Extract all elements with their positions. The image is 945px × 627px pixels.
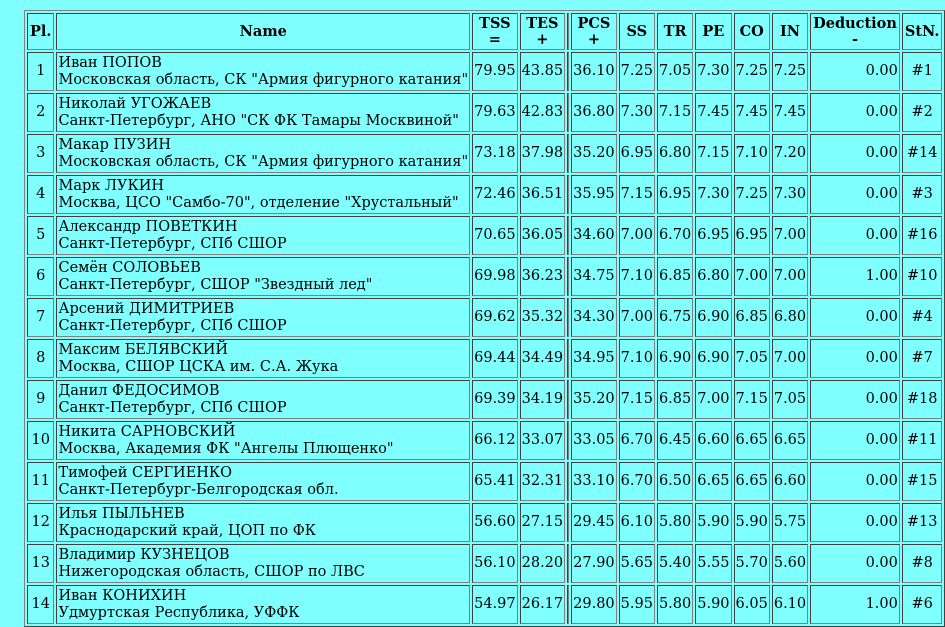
cell-tr: 6.85 [657, 380, 693, 419]
skater-name: Иван ПОПОВ [58, 54, 162, 71]
table-body [27, 52, 942, 624]
table-row [27, 462, 942, 501]
cell-pe: 7.30 [695, 175, 731, 214]
cell-pe: 6.80 [695, 257, 731, 296]
cell-in: 6.10 [772, 585, 808, 624]
cell-place: 11 [27, 462, 54, 501]
skater-club: Москва, СШОР ЦСКА им. С.А. Жука [58, 358, 339, 375]
cell-deduction: 0.00 [810, 544, 900, 583]
cell-place: 13 [27, 544, 54, 583]
cell-co: 6.05 [734, 585, 770, 624]
cell-place: 10 [27, 421, 54, 460]
cell-tss: 56.10 [472, 544, 518, 583]
cell-in: 5.75 [772, 503, 808, 542]
cell-tes: 36.51 [520, 175, 566, 214]
cell-ss: 7.15 [619, 380, 655, 419]
cell-pe: 7.00 [695, 380, 731, 419]
cell-start-number: #16 [902, 216, 943, 255]
cell-deduction: 0.00 [810, 339, 900, 378]
skater-club: Санкт-Петербург-Белгородская обл. [58, 481, 339, 498]
cell-tr: 6.95 [657, 175, 693, 214]
cell-in: 7.00 [772, 216, 808, 255]
cell-tes: 28.20 [520, 544, 566, 583]
cell-deduction: 1.00 [810, 257, 900, 296]
skater-club: Санкт-Петербург, АНО "СК ФК Тамары Москвиной" [58, 112, 459, 129]
cell-co: 7.45 [734, 93, 770, 132]
cell-in: 7.00 [772, 257, 808, 296]
table-row [27, 380, 942, 419]
cell-tr: 5.80 [657, 503, 693, 542]
column-separator [567, 380, 569, 419]
cell-in: 7.20 [772, 134, 808, 173]
cell-tr: 6.85 [657, 257, 693, 296]
cell-tr: 6.70 [657, 216, 693, 255]
column-separator [567, 175, 569, 214]
header-deduction [810, 13, 900, 50]
cell-pcs: 27.90 [571, 544, 617, 583]
cell-in: 7.30 [772, 175, 808, 214]
cell-tss: 54.97 [472, 585, 518, 624]
cell-tr: 6.50 [657, 462, 693, 501]
skater-name: Тимофей СЕРГИЕНКО [58, 464, 233, 481]
cell-tss: 65.41 [472, 462, 518, 501]
cell-place: 3 [27, 134, 54, 173]
table-row [27, 134, 942, 173]
cell-tr: 7.15 [657, 93, 693, 132]
cell-skater [56, 585, 470, 624]
cell-place: 8 [27, 339, 54, 378]
cell-pcs: 36.80 [571, 93, 617, 132]
cell-pe: 6.90 [695, 339, 731, 378]
cell-pcs: 34.75 [571, 257, 617, 296]
cell-tss: 79.95 [472, 52, 518, 91]
cell-tss: 72.46 [472, 175, 518, 214]
cell-co: 7.00 [734, 257, 770, 296]
skater-club: Санкт-Петербург, СПб СШОР [58, 235, 287, 252]
cell-in: 7.00 [772, 339, 808, 378]
header-pe: PE [695, 13, 731, 50]
cell-start-number: #7 [902, 339, 943, 378]
cell-tss: 69.62 [472, 298, 518, 337]
skater-name: Семён СОЛОВЬЕВ [58, 259, 201, 276]
column-separator [567, 339, 569, 378]
cell-start-number: #6 [902, 585, 943, 624]
cell-pe: 7.15 [695, 134, 731, 173]
cell-ss: 7.15 [619, 175, 655, 214]
cell-tes: 34.19 [520, 380, 566, 419]
header-pcs-label: PCS [577, 14, 611, 32]
cell-co: 6.65 [734, 462, 770, 501]
skater-club: Санкт-Петербург, СПб СШОР [58, 317, 287, 334]
cell-tss: 79.63 [472, 93, 518, 132]
header-place: Pl. [27, 13, 54, 50]
column-separator [567, 585, 569, 624]
cell-tr: 7.05 [657, 52, 693, 91]
cell-pe: 7.45 [695, 93, 731, 132]
cell-deduction: 0.00 [810, 216, 900, 255]
cell-skater [56, 339, 470, 378]
cell-co: 6.85 [734, 298, 770, 337]
cell-deduction: 0.00 [810, 93, 900, 132]
cell-in: 7.25 [772, 52, 808, 91]
table-row [27, 175, 942, 214]
skater-club: Санкт-Петербург, СПб СШОР [58, 399, 287, 416]
cell-tes: 32.31 [520, 462, 566, 501]
cell-start-number: #14 [902, 134, 943, 173]
cell-skater [56, 134, 470, 173]
skater-club: Московская область, СК "Армия фигурного катания" [58, 71, 469, 88]
cell-tes: 36.23 [520, 257, 566, 296]
cell-start-number: #4 [902, 298, 943, 337]
cell-ss: 7.10 [619, 339, 655, 378]
results-table [24, 10, 945, 627]
cell-in: 7.05 [772, 380, 808, 419]
cell-ss: 5.65 [619, 544, 655, 583]
cell-ss: 5.95 [619, 585, 655, 624]
cell-co: 6.65 [734, 421, 770, 460]
skater-name: Максим БЕЛЯВСКИЙ [58, 341, 229, 358]
cell-pcs: 34.95 [571, 339, 617, 378]
cell-co: 7.15 [734, 380, 770, 419]
cell-place: 12 [27, 503, 54, 542]
table-row [27, 216, 942, 255]
cell-start-number: #15 [902, 462, 943, 501]
column-separator [567, 93, 569, 132]
cell-tss: 70.65 [472, 216, 518, 255]
cell-pcs: 29.45 [571, 503, 617, 542]
cell-ss: 6.70 [619, 462, 655, 501]
header-pcs [571, 13, 617, 50]
cell-skater [56, 421, 470, 460]
cell-ss: 7.30 [619, 93, 655, 132]
column-separator [567, 13, 569, 50]
cell-place: 6 [27, 257, 54, 296]
cell-deduction: 0.00 [810, 298, 900, 337]
cell-pe: 6.95 [695, 216, 731, 255]
cell-place: 1 [27, 52, 54, 91]
cell-pe: 5.90 [695, 585, 731, 624]
cell-pcs: 35.20 [571, 380, 617, 419]
cell-in: 7.45 [772, 93, 808, 132]
column-separator [567, 503, 569, 542]
cell-skater [56, 380, 470, 419]
cell-co: 6.95 [734, 216, 770, 255]
header-tss [472, 13, 518, 50]
cell-tr: 5.80 [657, 585, 693, 624]
cell-ss: 7.00 [619, 216, 655, 255]
skater-club: Нижегородская область, СШОР по ЛВС [58, 563, 365, 580]
header-deduction-sign: - [851, 30, 859, 48]
cell-pe: 5.90 [695, 503, 731, 542]
cell-start-number: #2 [902, 93, 943, 132]
cell-start-number: #13 [902, 503, 943, 542]
cell-tr: 6.80 [657, 134, 693, 173]
cell-in: 6.60 [772, 462, 808, 501]
skater-name: Александр ПОВЕТКИН [58, 218, 238, 235]
cell-co: 7.25 [734, 52, 770, 91]
cell-tss: 56.60 [472, 503, 518, 542]
table-row [27, 503, 942, 542]
header-deduction-label: Deduction [813, 14, 897, 32]
skater-name: Николай УГОЖАЕВ [58, 95, 212, 112]
table-row [27, 52, 942, 91]
skater-name: Марк ЛУКИН [58, 177, 165, 194]
cell-deduction: 0.00 [810, 462, 900, 501]
cell-tr: 6.45 [657, 421, 693, 460]
table-row [27, 257, 942, 296]
cell-tes: 36.05 [520, 216, 566, 255]
skater-name: Арсений ДИМИТРИЕВ [58, 300, 235, 317]
cell-skater [56, 257, 470, 296]
cell-in: 6.65 [772, 421, 808, 460]
cell-skater [56, 462, 470, 501]
cell-tes: 27.15 [520, 503, 566, 542]
cell-tss: 69.39 [472, 380, 518, 419]
cell-ss: 7.10 [619, 257, 655, 296]
table-row [27, 298, 942, 337]
header-tes [520, 13, 566, 50]
skater-club: Москва, Академия ФК "Ангелы Плющенко" [58, 440, 394, 457]
cell-tes: 43.85 [520, 52, 566, 91]
cell-start-number: #11 [902, 421, 943, 460]
cell-tes: 34.49 [520, 339, 566, 378]
cell-co: 7.25 [734, 175, 770, 214]
header-ss: SS [619, 13, 655, 50]
cell-tss: 69.98 [472, 257, 518, 296]
cell-skater [56, 544, 470, 583]
cell-place: 5 [27, 216, 54, 255]
table-row [27, 93, 942, 132]
cell-skater [56, 175, 470, 214]
cell-co: 5.70 [734, 544, 770, 583]
column-separator [567, 257, 569, 296]
cell-pe: 5.55 [695, 544, 731, 583]
cell-ss: 7.25 [619, 52, 655, 91]
cell-tes: 33.07 [520, 421, 566, 460]
cell-pcs: 35.20 [571, 134, 617, 173]
cell-tes: 26.17 [520, 585, 566, 624]
cell-deduction: 1.00 [810, 585, 900, 624]
skater-club: Санкт-Петербург, СШОР "Звездный лед" [58, 276, 373, 293]
cell-ss: 6.70 [619, 421, 655, 460]
column-separator [567, 544, 569, 583]
cell-tss: 69.44 [472, 339, 518, 378]
cell-start-number: #1 [902, 52, 943, 91]
column-separator [567, 298, 569, 337]
table-row [27, 421, 942, 460]
cell-tr: 6.75 [657, 298, 693, 337]
column-separator [567, 52, 569, 91]
cell-tes: 42.83 [520, 93, 566, 132]
column-separator [567, 421, 569, 460]
cell-start-number: #10 [902, 257, 943, 296]
skater-name: Макар ПУЗИН [58, 136, 172, 153]
cell-tr: 6.90 [657, 339, 693, 378]
header-tes-sign: + [536, 30, 549, 48]
header-pcs-sign: + [587, 30, 600, 48]
cell-pcs: 36.10 [571, 52, 617, 91]
cell-in: 6.80 [772, 298, 808, 337]
cell-skater [56, 216, 470, 255]
cell-pcs: 33.05 [571, 421, 617, 460]
table-row [27, 544, 942, 583]
skater-club: Краснодарский край, ЦОП по ФК [58, 522, 317, 539]
header-tss-sign: = [488, 30, 501, 48]
cell-tes: 37.98 [520, 134, 566, 173]
header-in: IN [772, 13, 808, 50]
cell-deduction: 0.00 [810, 380, 900, 419]
cell-co: 5.90 [734, 503, 770, 542]
cell-start-number: #8 [902, 544, 943, 583]
cell-pcs: 35.95 [571, 175, 617, 214]
cell-deduction: 0.00 [810, 503, 900, 542]
cell-deduction: 0.00 [810, 175, 900, 214]
cell-pcs: 29.80 [571, 585, 617, 624]
table-row [27, 585, 942, 624]
cell-skater [56, 503, 470, 542]
skater-club: Удмуртская Республика, УФФК [58, 604, 300, 621]
header-name: Name [56, 13, 470, 50]
cell-deduction: 0.00 [810, 134, 900, 173]
cell-ss: 7.00 [619, 298, 655, 337]
cell-place: 4 [27, 175, 54, 214]
cell-deduction: 0.00 [810, 421, 900, 460]
cell-start-number: #18 [902, 380, 943, 419]
cell-deduction: 0.00 [810, 52, 900, 91]
cell-pe: 7.30 [695, 52, 731, 91]
cell-pe: 6.65 [695, 462, 731, 501]
cell-place: 14 [27, 585, 54, 624]
skater-name: Иван КОНИХИН [58, 587, 187, 604]
cell-pcs: 34.30 [571, 298, 617, 337]
cell-co: 7.05 [734, 339, 770, 378]
header-tss-label: TSS [479, 14, 511, 32]
cell-ss: 6.95 [619, 134, 655, 173]
skater-club: Московская область, СК "Армия фигурного катания" [58, 153, 469, 170]
skater-name: Данил ФЕДОСИМОВ [58, 382, 220, 399]
cell-place: 9 [27, 380, 54, 419]
header-co: CO [734, 13, 770, 50]
cell-co: 7.10 [734, 134, 770, 173]
column-separator [567, 134, 569, 173]
cell-skater [56, 298, 470, 337]
cell-pe: 6.60 [695, 421, 731, 460]
cell-pe: 6.90 [695, 298, 731, 337]
cell-in: 5.60 [772, 544, 808, 583]
cell-pcs: 33.10 [571, 462, 617, 501]
cell-skater [56, 93, 470, 132]
header-row [27, 13, 942, 50]
table-header [27, 13, 942, 50]
cell-pcs: 34.60 [571, 216, 617, 255]
cell-tss: 73.18 [472, 134, 518, 173]
skater-name: Владимир КУЗНЕЦОВ [58, 546, 230, 563]
table-row [27, 339, 942, 378]
cell-ss: 6.10 [619, 503, 655, 542]
header-tr: TR [657, 13, 693, 50]
cell-tes: 35.32 [520, 298, 566, 337]
cell-start-number: #3 [902, 175, 943, 214]
cell-tr: 5.40 [657, 544, 693, 583]
skater-name: Илья ПЫЛЬНЕВ [58, 505, 185, 522]
header-tes-label: TES [526, 14, 559, 32]
skater-club: Москва, ЦСО "Самбо-70", отделение "Хрустальный" [58, 194, 459, 211]
column-separator [567, 462, 569, 501]
skater-name: Никита САРНОВСКИЙ [58, 423, 236, 440]
header-stn: StN. [902, 13, 943, 50]
column-separator [567, 216, 569, 255]
cell-skater [56, 52, 470, 91]
cell-place: 2 [27, 93, 54, 132]
cell-tss: 66.12 [472, 421, 518, 460]
cell-place: 7 [27, 298, 54, 337]
